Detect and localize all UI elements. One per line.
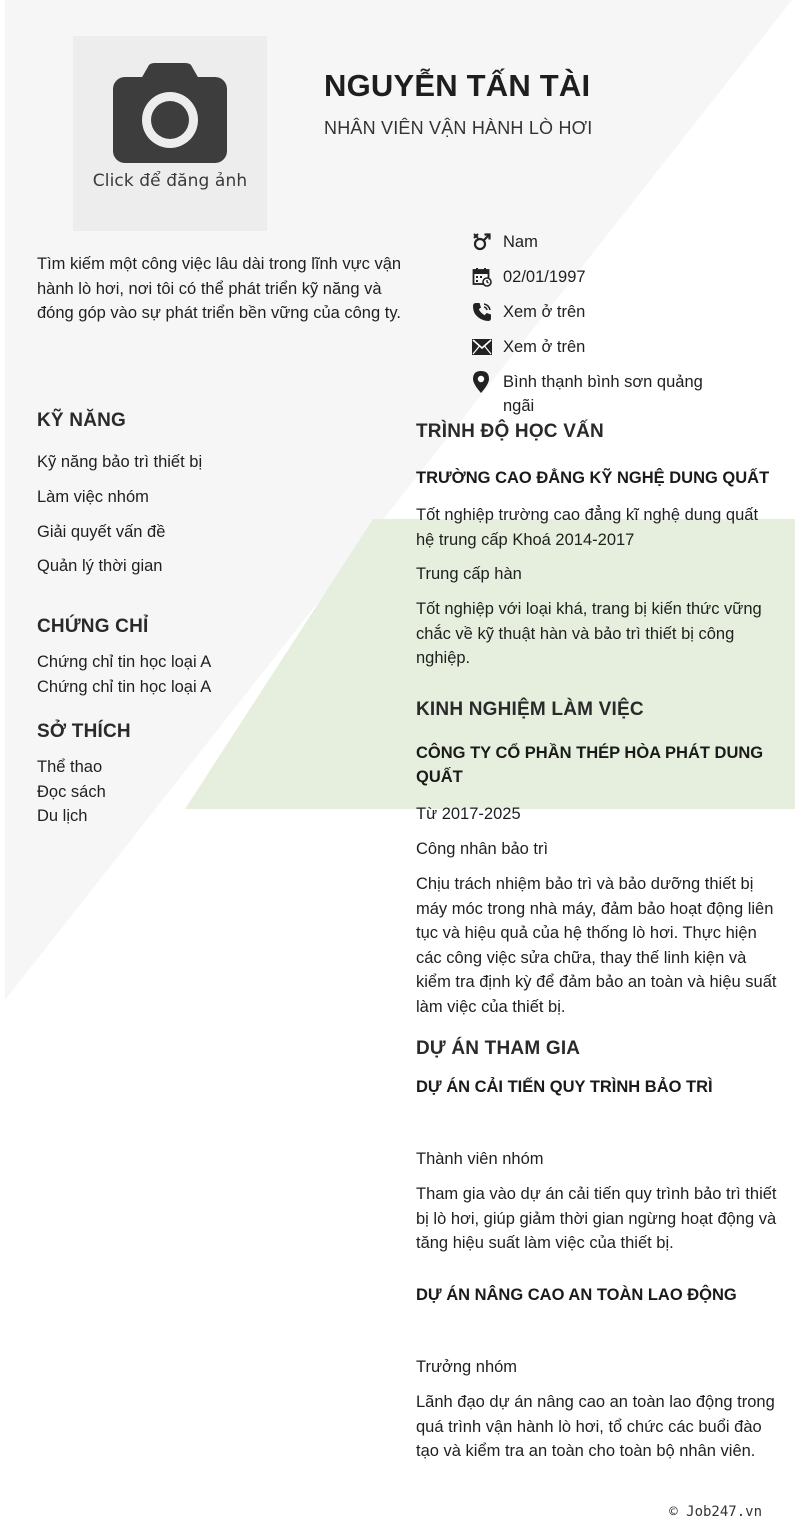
certificate-item: Chứng chỉ tin học loại A bbox=[37, 677, 212, 696]
hobbies-heading: SỞ THÍCH bbox=[37, 721, 131, 742]
address-value: Bình thạnh bình sơn quảng ngãi bbox=[503, 373, 703, 415]
contact-info bbox=[472, 230, 732, 429]
project-description: Lãnh đạo dự án nâng cao an toàn lao động trong quá trình vận hành lò hơi, tổ chức các buổi đào tạo và kiểm tra an toàn cho toàn bộ nhân viên. bbox=[416, 1393, 775, 1460]
photo-upload-label: Click để đăng ảnh bbox=[92, 171, 248, 191]
education-school: TRƯỜNG CAO ĐẲNG KỸ NGHỆ DUNG QUẤT bbox=[416, 469, 770, 487]
education-description: Tốt nghiệp với loại khá, trang bị kiến thức vững chắc về kỹ thuật hàn và bảo trì thiết bị công nghiệp. bbox=[416, 600, 762, 667]
skill-item: Giải quyết vấn đề bbox=[37, 522, 166, 541]
contact-gender bbox=[472, 230, 732, 254]
experience-position: Công nhân bảo trì bbox=[416, 840, 549, 858]
email-icon bbox=[472, 339, 492, 355]
camera-icon bbox=[111, 63, 229, 165]
experience-description: Chịu trách nhiệm bảo trì và bảo dưỡng thiết bị máy móc trong nhà máy, đảm bảo hoạt động liên tục và hiệu quả của hệ thống lò hơi. Thực hiện các công việc sửa chữa, thay thế linh kiện và kiểm tra định kỳ để đảm bảo an toàn và hiệu suất làm việc của thiết bị. bbox=[416, 875, 777, 1016]
phone-icon bbox=[472, 302, 492, 322]
education-major: Trung cấp hàn bbox=[416, 565, 522, 583]
candidate-name: NGUYỄN TẤN TÀI bbox=[324, 68, 591, 103]
calendar-icon bbox=[472, 267, 492, 287]
project-title: DỰ ÁN CẢI TIẾN QUY TRÌNH BẢO TRÌ bbox=[416, 1078, 713, 1096]
hobbies-list bbox=[37, 755, 106, 829]
hobby-item: Du lịch bbox=[37, 807, 88, 825]
contact-phone bbox=[472, 300, 732, 324]
footer-copyright: © Job247.vn bbox=[669, 1504, 762, 1520]
certificate-item: Chứng chỉ tin học loại A bbox=[37, 653, 212, 671]
certificates-list bbox=[37, 650, 211, 699]
job-title: NHÂN VIÊN VẬN HÀNH LÒ HƠI bbox=[324, 118, 593, 138]
skill-item: Kỹ năng bảo trì thiết bị bbox=[37, 453, 203, 471]
project-role: Trưởng nhóm bbox=[416, 1358, 518, 1376]
certificates-heading: CHỨNG CHỈ bbox=[37, 616, 149, 637]
experience-company: CÔNG TY CỔ PHẦN THÉP HÒA PHÁT DUNG QUẤT bbox=[416, 744, 764, 786]
location-icon bbox=[472, 371, 490, 393]
skill-item: Làm việc nhóm bbox=[37, 487, 149, 506]
skill-item: Quản lý thời gian bbox=[37, 557, 163, 576]
projects-heading: DỰ ÁN THAM GIA bbox=[416, 1038, 581, 1059]
contact-dob bbox=[472, 265, 732, 289]
experience-period: Từ 2017-2025 bbox=[416, 805, 521, 823]
profile-photo-upload[interactable] bbox=[73, 36, 267, 231]
skills-list bbox=[37, 450, 202, 589]
contact-address bbox=[472, 370, 732, 418]
dob-value: 02/01/1997 bbox=[503, 268, 586, 286]
project-title: DỰ ÁN NÂNG CAO AN TOÀN LAO ĐỘNG bbox=[416, 1286, 737, 1304]
career-objective: Tìm kiếm một công việc lâu dài trong lĩnh vực vận hành lò hơi, nơi tôi có thể phát triển kỹ năng và đóng góp vào sự phát triển bền vững của công ty. bbox=[37, 255, 402, 322]
project-description: Tham gia vào dự án cải tiến quy trình bảo trì thiết bị lò hơi, giúp giảm thời gian ngừng hoạt động và tăng hiệu suất làm việc của thiết bị. bbox=[416, 1185, 777, 1252]
education-heading: TRÌNH ĐỘ HỌC VẤN bbox=[416, 421, 604, 442]
experience-heading: KINH NGHIỆM LÀM VIỆC bbox=[416, 699, 644, 720]
email-value: Xem ở trên bbox=[503, 338, 586, 356]
gender-value: Nam bbox=[503, 233, 538, 251]
project-role: Thành viên nhóm bbox=[416, 1150, 544, 1168]
hobby-item: Đọc sách bbox=[37, 782, 106, 801]
skills-heading: KỸ NĂNG bbox=[37, 410, 127, 431]
hobby-item: Thể thao bbox=[37, 758, 103, 776]
contact-email bbox=[472, 335, 732, 359]
gender-icon bbox=[472, 232, 492, 252]
education-period: Tốt nghiệp trường cao đẳng kĩ nghệ dung quất hệ trung cấp Khoá 2014-2017 bbox=[416, 506, 759, 549]
phone-value: Xem ở trên bbox=[503, 303, 586, 321]
